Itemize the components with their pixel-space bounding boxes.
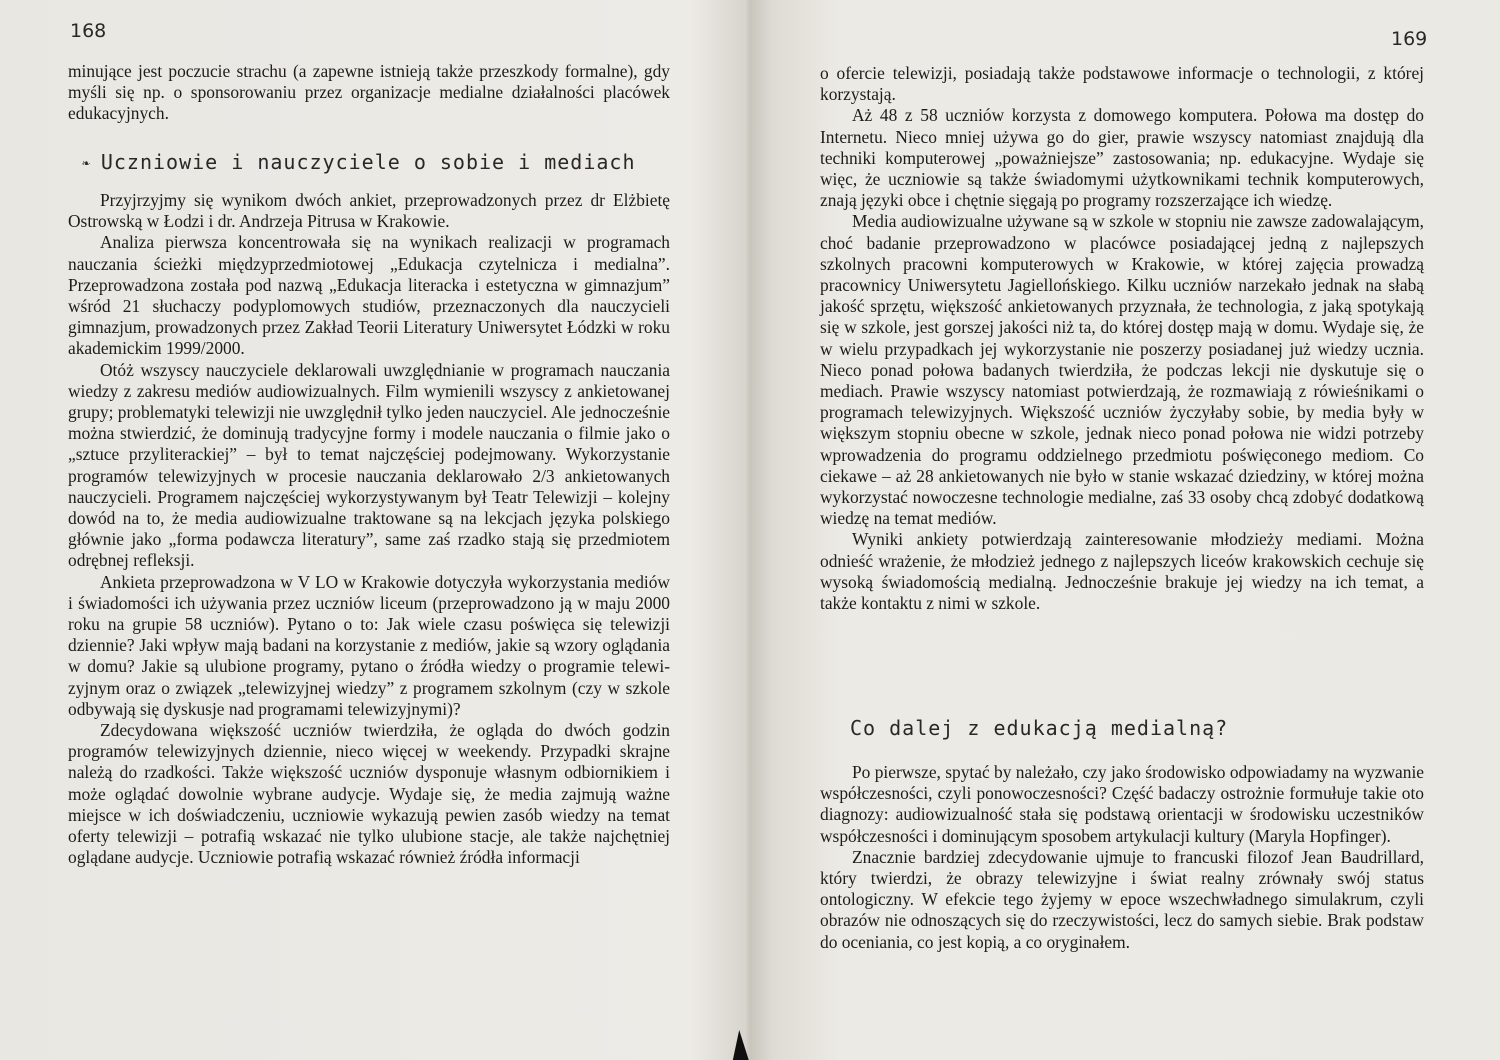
intro-paragraph: minujące jest poczucie strachu (a zapewne istnieją także przeszkody formalne), gdy myśli się np. o sponsorowaniu przez organizacje medialne działalności placówek edukacyjnych. [68, 61, 670, 124]
section-marker-icon: ❧ [82, 156, 91, 171]
paragraph: Przyjrzyjmy się wynikom dwóch ankiet, przeprowadzonych przez dr Elżbietę Ostrowską w Łodzi i dr. Andrzeja Pitrusa w Krakowie. [68, 190, 670, 232]
paragraph: o ofercie telewizji, posiadają także podstawowe informacje o technologii, z której korzystają. [820, 63, 1424, 105]
page-number-right: 169 [1391, 28, 1428, 50]
left-page [0, 0, 740, 1060]
section-heading-students-teachers [82, 150, 636, 174]
paragraph: Znacznie bardziej zdecydowanie ujmuje to francuski filozof Jean Baudrillard, który twierdzi, że obrazy telewizyjne i świat realny zrównały swój status ontologiczny. W efekcie tego żyjemy w epoce wszechwładnego simulakrum, czyli obrazów nie odnoszących się do rzeczywistości, lecz do samych siebie. Brak podstaw do oceniania, co jest kopią, a co oryginałem. [820, 846, 1424, 952]
right-body-text-continued [820, 762, 1424, 953]
right-page [760, 0, 1500, 1060]
section-heading-media-education: Co dalej z edukacją medialną? [850, 716, 1229, 740]
left-body-text [68, 190, 670, 869]
paragraph: Analiza pierwsza koncentrowała się na wynikach realizacji w programach nauczania ścieżki międzyprzedmiotowej „Edukacja czytelnicza i medialna”. Przeprowadzona została pod nazwą „Edukacja literacka i estetyczna w gimnazjum” wśród 21 słuchaczy podyplomowych studiów, przeznaczonych dla nauczycieli gimnazjum, prowadzonych przez Zakład Teorii Literatury Uniwersytet Łódzki w roku akademickim 1999/2000. [68, 232, 670, 359]
page-number-left: 168 [70, 20, 107, 42]
paragraph: Ankieta przeprowadzona w V LO w Krakowie dotyczyła wykorzystania mediów i świadomości ich używania przez uczniów liceum (przeprowadzono ją w maju 2000 roku na grupie 58 uczniów). Pytano o to: Jak wiele czasu poświęca się telewizji dziennie? Jaki wpływ mają badani na korzystanie z mediów, jakie są wzory oglądania w domu? Jakie są ulubione programy, pytano o źródła wiedzy o programie telewizyjnym oraz o związek „telewizyjnej wiedzy” z programem szkolnym (czy w szkole odbywają się dyskusje nad programami telewizyjnymi)? [68, 571, 670, 719]
paragraph: Po pierwsze, spytać by należało, czy jako środowisko odpowiadamy na wyzwanie współczesności, czyli ponowoczesności? Część badaczy ostrożnie formułuje takie oto diagnozy: audiowizualność stała się podstawą orientacji w środowisku uczestników współczesności i dominującym sposobem artykulacji kultury (Maryla Hopfinger). [820, 762, 1424, 846]
paragraph: Otóż wszyscy nauczyciele deklarowali uwzględnianie w programach nauczania wiedzy z zakresu mediów audiowizualnych. Film wymienili wszyscy z ankietowanej grupy; problematyki telewizji nie uwzględnił tylko jeden nauczyciel. Ale jednocześnie można stwierdzić, że dominują tradycyjne formy i modele nauczania o filmie jako o „sztuce przyliterackiej” – był to temat najczęściej podejmowany. Wykorzystanie programów telewizyjnych w procesie nauczania deklarowało 2/3 ankietowanych nauczycieli. Programem najczęściej wykorzystywanym był Teatr Telewizji – kolejny dowód na to, że media audiowizualne traktowane są na lekcjach języka polskiego głównie jako „forma podawcza literatury”, same zaś rzadko stają się przedmiotem odrębnej refleksji. [68, 359, 670, 571]
paragraph: Media audiowizualne używane są w szkole w stopniu nie zawsze zadowalającym, choć badanie przeprowadzono w placówce posiadającej jedną z najlepszych szkolnych pracowni komputerowych w Krakowie, w której zajęcia prowadzą pracownicy Uniwersytetu Jagiellońskiego. Kilku uczniów narzekało jednak na słabą jakość sprzętu, większość ankietowanych przyznała, że technologia, z jaką spotykają się w szkole, jest gorszej jakości niż ta, do której dostęp mają w domu. Wydaje się, że w wielu przypadkach jej wykorzystanie nie poszerzy posiadanej już wiedzy ucznia. Nieco ponad połowa badanych twierdziła, że podczas lekcji nie dyskutuje się o mediach. Prawie wszyscy natomiast potwierdzają, że rozmawiają z rówieśnikami o programach telewizyjnych. Większość uczniów życzyłaby sobie, by media były w większym stopniu obecne w szkole, jednak nieco ponad połowa nie widzi potrzeby wprowadzenia do programu oddzielnego przedmiotu poświęconego mediom. Co ciekawe – aż 28 ankietowanych nie było w stanie wskazać dziedziny, w której można wykorzystać nowoczesne technologie medialne, zaś 33 osoby chcą zdobyć dodatkową wiedzę na temat mediów. [820, 211, 1424, 529]
right-body-text [820, 63, 1424, 614]
paragraph: Aż 48 z 58 uczniów korzysta z domowego komputera. Połowa ma dostęp do Internetu. Nieco mniej używa go do gier, prawie wszyscy natomiast znajdują dla techniki komputerowej „poważniejsze” zastosowania; np. edukacyjne. Wydaje się więc, że uczniowie są także świadomymi użytkownikami technik komputerowych, znają języki obce i chętnie sięgają po programy rozszerzające ich wiedzę. [820, 105, 1424, 211]
paragraph: Zdecydowana większość uczniów twierdziła, że ogląda do dwóch godzin programów telewizyjnych dziennie, nieco więcej w weekendy. Przypadki skrajne należą do rzadkości. Także większość uczniów dysponuje własnym odbiornikiem i może oglądać dowolnie wybrane audycje. Wydaje się, że media zajmują ważne miejsce w ich doświadczeniu, uczniowie wykazują pewien zasób wiedzy na temat oferty telewizji – potrafią wskazać nie tylko ulubione stacje, ale także najchętniej oglądane audycje. Uczniowie potrafią wskazać również źródła informacji [68, 720, 670, 868]
section-heading-text: Uczniowie i nauczyciele o sobie i mediach [100, 150, 636, 174]
paragraph: Wyniki ankiety potwierdzają zainteresowanie młodzieży mediami. Można odnieść wrażenie, że młodzież jednego z najlepszych liceów krakowskich cechuje się wysoką świadomością medialną. Jednocześnie brakuje jej wiedzy na ich temat, a także kontaktu z nimi w szkole. [820, 529, 1424, 614]
intro-text-block [68, 61, 670, 125]
